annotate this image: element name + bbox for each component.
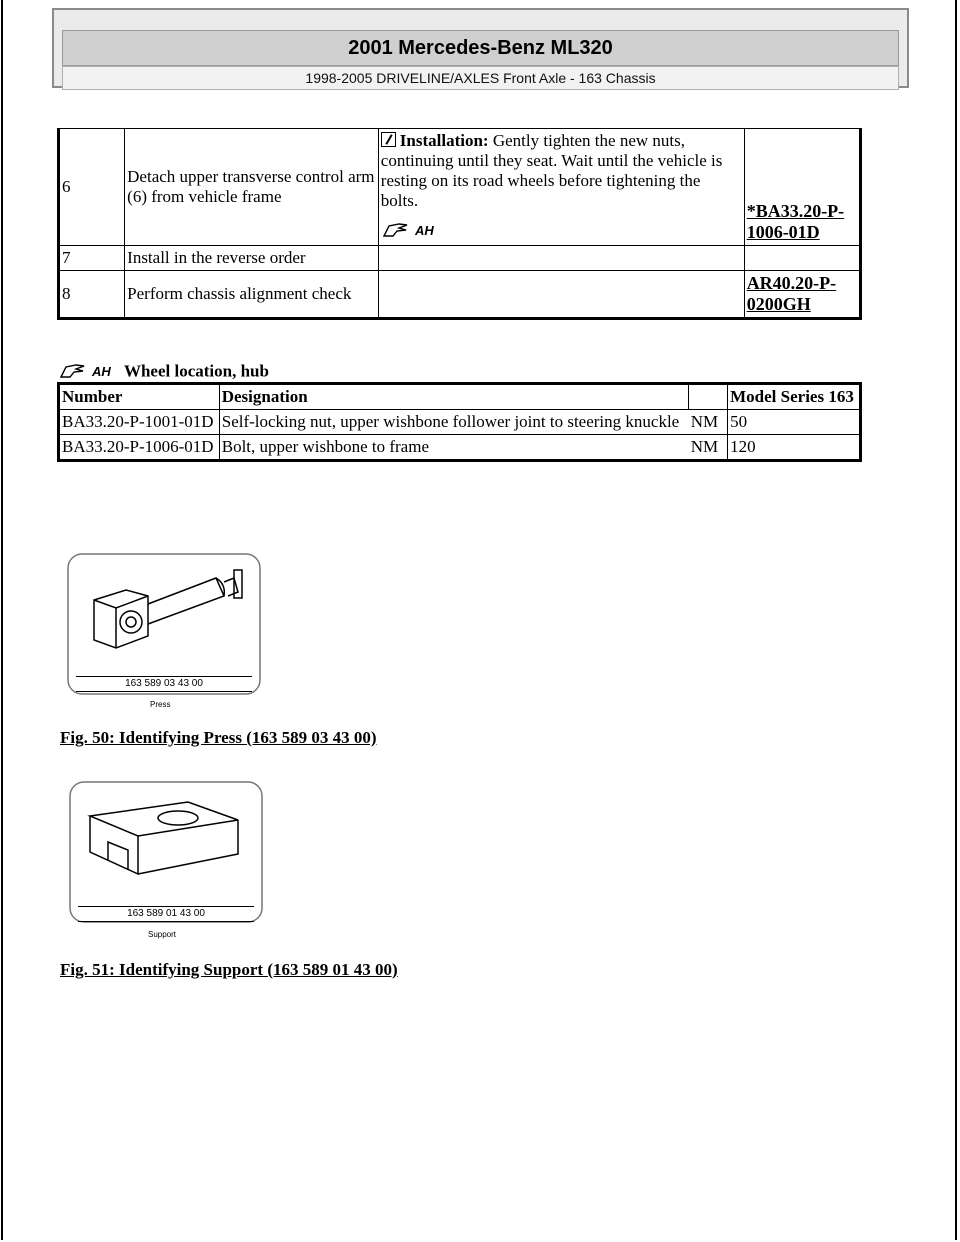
cell-value: 120 (728, 435, 861, 461)
cell-designation: Self-locking nut, upper wishbone follower joint to steering knuckle (219, 410, 689, 435)
svg-text:AH: AH (92, 364, 111, 379)
step-reference (744, 129, 860, 246)
header-unit (689, 384, 728, 410)
svg-text:AH: AH (414, 223, 434, 238)
document-header (52, 8, 909, 88)
figure-label: Support (148, 930, 177, 939)
document-title: 2001 Mercedes-Benz ML320 (62, 30, 899, 66)
step-action: Perform chassis alignment check (125, 271, 379, 319)
cell-value: 50 (728, 410, 861, 435)
step-number: 7 (59, 246, 125, 271)
section-heading-text: Wheel location, hub (123, 361, 269, 381)
table-row (59, 410, 861, 435)
step-reference (744, 271, 860, 319)
step-action: Install in the reverse order (125, 246, 379, 271)
support-tool-illustration (68, 780, 264, 942)
step-number: 6 (59, 129, 125, 246)
reference-link[interactable]: *BA33.20-P-1006-01D (746, 201, 845, 242)
hand-pointer-icon (381, 219, 443, 244)
step-row (59, 271, 861, 319)
torque-spec-table (57, 382, 862, 462)
figure-part-number: 163 589 01 43 00 (78, 906, 254, 922)
figure-caption: Fig. 51: Identifying Support (163 589 01 43 00) (60, 960, 398, 979)
cell-number: BA33.20-P-1006-01D (59, 435, 220, 461)
cell-number: BA33.20-P-1001-01D (59, 410, 220, 435)
press-tool-illustration (66, 552, 262, 712)
header-number: Number (59, 384, 220, 410)
wrench-icon (381, 132, 396, 147)
step-reference (744, 246, 860, 271)
header-model-series: Model Series 163 (728, 384, 861, 410)
step-note (378, 246, 744, 271)
document-subtitle: 1998-2005 DRIVELINE/AXLES Front Axle - 163 Chassis (62, 66, 899, 90)
cell-unit: NM (689, 435, 728, 461)
procedure-steps-table (57, 128, 862, 320)
cell-designation: Bolt, upper wishbone to frame (219, 435, 689, 461)
step-note (378, 271, 744, 319)
cell-unit: NM (689, 410, 728, 435)
figure-caption: Fig. 50: Identifying Press (163 589 03 43 00) (60, 728, 377, 747)
table-header-row (59, 384, 861, 410)
step-note (378, 129, 744, 246)
note-label: Installation: (399, 131, 489, 150)
step-row (59, 246, 861, 271)
step-row (59, 129, 861, 246)
step-number: 8 (59, 271, 125, 319)
figure-part-number: 163 589 03 43 00 (76, 676, 252, 692)
table-row (59, 435, 861, 461)
note-text: Gently tighten the new nuts, continuing until they seat. Wait until the vehicle is resting on its road wheels before tightening the bolts. (380, 131, 723, 210)
step-action: Detach upper transverse control arm (6) from vehicle frame (125, 129, 379, 246)
figure-label: Press (150, 700, 171, 709)
note-icon-line (381, 219, 742, 243)
reference-link[interactable]: AR40.20-P-0200GH (746, 273, 837, 314)
header-designation: Designation (219, 384, 689, 410)
